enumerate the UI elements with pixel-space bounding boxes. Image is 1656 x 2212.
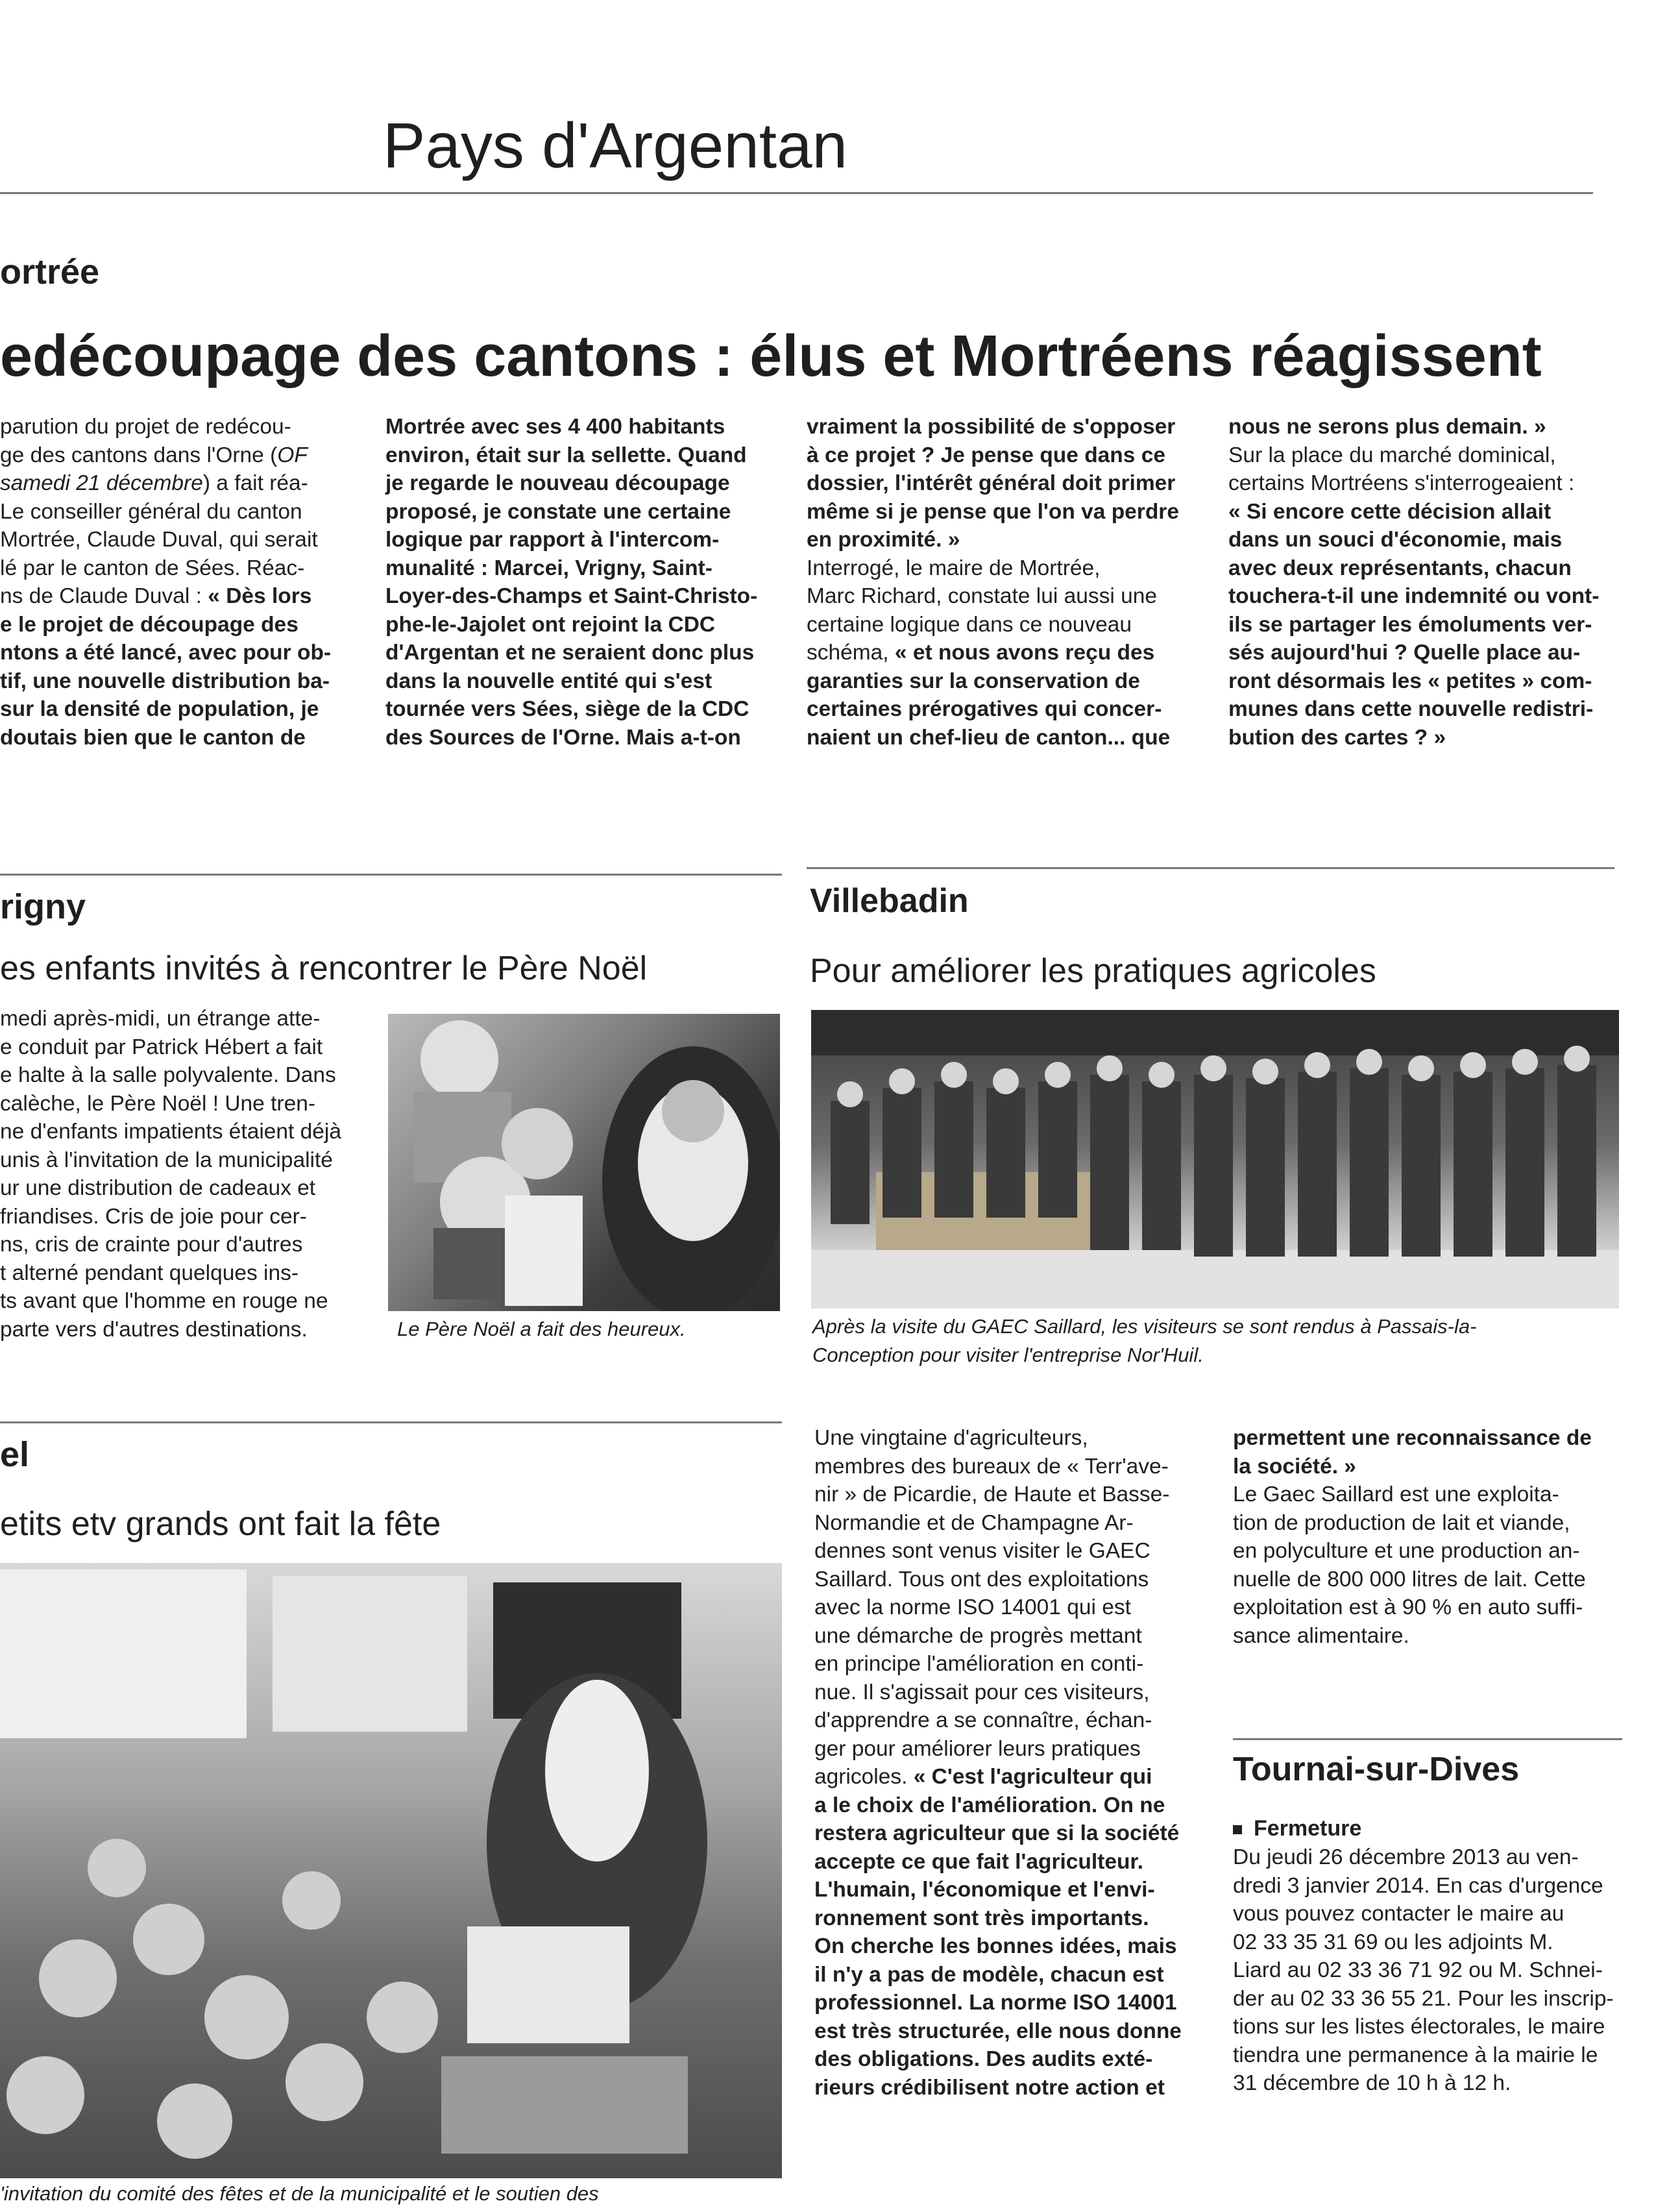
section-title-el: el	[0, 1435, 30, 1474]
mortree-col3-bold2: « et nous avons reçu des garanties sur la conservation de certaines prérogatives qui concer- naient un chef-lieu de canton... que	[807, 641, 1171, 750]
mortree-col1-text: parution du projet de redécou- ge des cantons dans l'Orne (	[0, 415, 291, 467]
villebadin-col2-bold: permettent une reconnaissance de la société. »	[1233, 1426, 1592, 1479]
mortree-col1-of: OF	[277, 443, 308, 467]
tournai-subhead-text: Fermeture	[1254, 1816, 1362, 1841]
photo-pere-noel	[388, 1014, 780, 1311]
bullet-square-icon	[1233, 1825, 1242, 1834]
vrigny-body: medi après-midi, un étrange atte- e conduit par Patrick Hébert a fait e halte à la salle polyvalente. Dans calèche, le Père Noël ! Une tren- ne d'enfants impatients étaient déjà unis à l'invitation de la municipalité ur une distribution de cadeaux et friandises. Cris de joie pour cer- ns, cris de crainte pour d'autres t alterné pendant quelques ins- ts avant que l'homme en rouge ne parte vers d'autres destinations.	[0, 1007, 342, 1342]
header-rule	[0, 192, 1593, 194]
rule-right-mid	[807, 867, 1614, 869]
caption-villebadin: Après la visite du GAEC Saillard, les visiteurs se sont rendus à Passais-la- Conception pour visiter l'entreprise Nor'Huil.	[812, 1315, 1477, 1366]
mortree-col1-date: samedi 21 décembre	[0, 471, 203, 495]
rule-tournai	[1233, 1738, 1622, 1740]
mortree-col1-bold: « Dès lors e le projet de découpage des ntons a été lancé, avec pour ob- tif, une nouvelle distribution ba- sur la densité de population, je doutais bien que le canton de	[0, 584, 332, 750]
mortree-col1-rest: ) a fait réa- Le conseiller général du canton Mortrée, Claude Duval, qui serait lé par le canton de Sées. Réac- ns de Claude Duval :	[0, 471, 318, 608]
mortree-column-3	[807, 413, 1199, 752]
mortree-column-1	[0, 413, 356, 752]
tournai-subhead	[1233, 1816, 1361, 1841]
section-title-mortree: ortrée	[0, 252, 100, 291]
caption-el: 'invitation du comité des fêtes et de la municipalité et le soutien des	[0, 2182, 599, 2205]
mortree-col4-bold: nous ne serons plus demain. »	[1228, 415, 1546, 439]
mortree-col3-bold: vraiment la possibilité de s'opposer à ce projet ? Je pense que dans ce dossier, l'intérêt général doit primer même si je pense que l'on va perdre en proximité. »	[807, 415, 1179, 552]
rule-left-mid	[0, 874, 782, 876]
caption-vrigny: Le Père Noël a fait des heureux.	[397, 1318, 686, 1340]
page-header: Pays d'Argentan	[383, 110, 848, 181]
villebadin-column-2	[1233, 1424, 1621, 1650]
headline-el: etits etv grands ont fait la fête	[0, 1505, 441, 1543]
headline-villebadin: Pour améliorer les pratiques agricoles	[810, 952, 1376, 990]
mortree-column-2: Mortrée avec ses 4 400 habitants environ, était sur la sellette. Quand je regarde le nouveau découpage proposé, je constate une certaine logique par rapport à l'intercom- munalité : Marcei, Vrigny, Saint- Loyer-des-Champs et Saint-Christo- phe-le-Jajolet ont rejoint la CDC d'Argentan et ne seraient donc plus dans la nouvelle entité qui s'est tournée vers Sées, siège de la CDC des Sources de l'Orne. Mais a-t-on	[385, 415, 758, 750]
section-title-villebadin: Villebadin	[810, 882, 969, 920]
villebadin-col1-text: Une vingtaine d'agriculteurs, membres des bureaux de « Terr'ave- nir » de Picardie, de Haute et Basse- Normandie et de Champagne Ar- dennes sont venus visiter le GAEC Saillard. Tous ont des exploitations avec la norme ISO 14001 qui est une démarche de progrès mettant en principe l'amélioration en conti- nue. Il s'agissait pour ces visiteurs, d'apprendre a se connaître, échan- ger pour améliorer leurs pratiques agricoles.	[814, 1426, 1170, 1789]
mortree-col4-bold2: « Si encore cette décision allait dans un souci d'économie, mais avec deux représentants, chacun touchera-t-il une indemnité ou vont- ils se partager les émoluments ver- sés aujourd'hui ? Quelle place au- ront désormais les « petites » com- munes dans cette nouvelle redistri- bution des cartes ? »	[1228, 499, 1600, 750]
section-title-vrigny: rigny	[0, 887, 86, 926]
photo-fete-enfants	[0, 1563, 782, 2178]
mortree-col3-rest: Interrogé, le maire de Mortrée, Marc Richard, constate lui aussi une certaine logique dans ce nouveau schéma,	[807, 556, 1157, 665]
headline-mortree: edécoupage des cantons : élus et Mortréens réagissent	[0, 324, 1542, 389]
villebadin-col1-bold: « C'est l'agriculteur qui a le choix de l'amélioration. On ne restera agriculteur que si la société accepte ce que fait l'agriculteur. L'humain, l'économique et l'envi- ronnement sont très importants. On cherche les bonnes idées, mais il n'y a pas de modèle, chacun est professionnel. La norme ISO 14001 est très structurée, elle nous donne des obligations. Des audits exté- rieurs crédibilisent notre action et	[814, 1765, 1182, 2100]
mortree-col4-rest: Sur la place du marché dominical, certains Mortréens s'interrogeaient :	[1228, 443, 1575, 495]
mortree-column-4	[1228, 413, 1618, 752]
villebadin-col2-rest: Le Gaec Saillard est une exploita- tion de production de lait et viande, en polyculture et une production an- nuelle de 800 000 litres de lait. Cette exploitation est à 90 % en auto suffi- sance alimentaire.	[1233, 1482, 1586, 1648]
section-title-tournai: Tournai-sur-Dives	[1233, 1751, 1520, 1788]
headline-vrigny: es enfants invités à rencontrer le Père Noël	[0, 950, 648, 987]
photo-agriculteurs	[811, 1010, 1619, 1309]
rule-left-lower	[0, 1421, 782, 1423]
villebadin-column-1	[814, 1424, 1205, 2102]
tournai-body: Du jeudi 26 décembre 2013 au ven- dredi 3 janvier 2014. En cas d'urgence vous pouvez contacter le maire au 02 33 35 31 69 ou les adjoints M. Liard au 02 33 36 71 92 ou M. Schnei- der au 02 33 36 55 21. Pour les inscrip- tions sur les listes électorales, le maire tiendra une permanence à la mairie le 31 décembre de 10 h à 12 h.	[1233, 1845, 1614, 2095]
